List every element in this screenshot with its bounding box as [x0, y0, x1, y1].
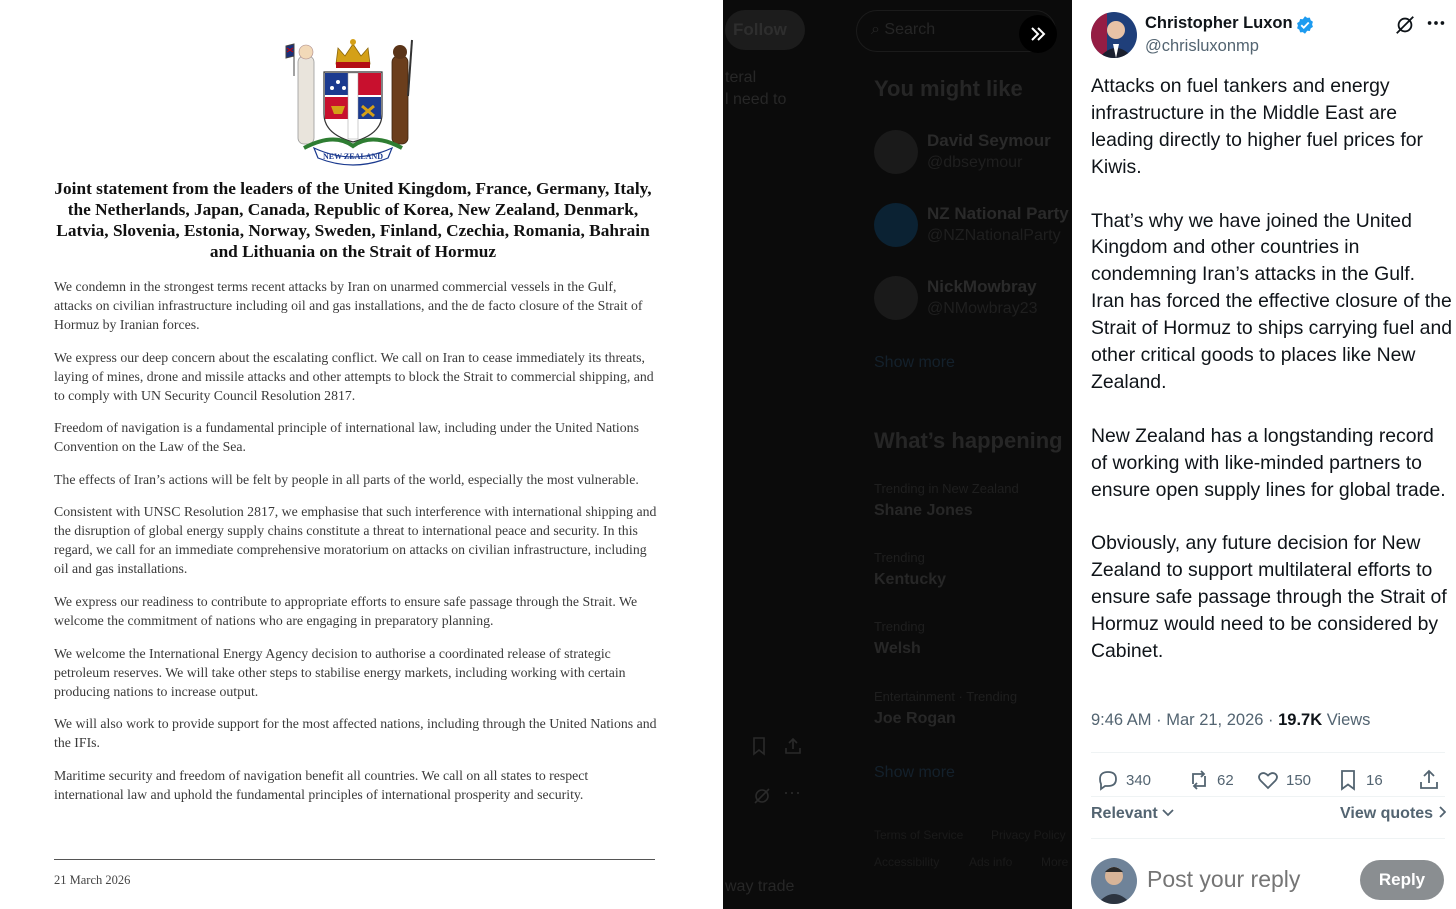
reply-action-button[interactable]: [1096, 768, 1151, 792]
chevron-down-icon: [1162, 808, 1174, 818]
footer-link: Ads info: [969, 855, 1013, 869]
collapse-modal-button[interactable]: [1019, 15, 1057, 53]
statement-paragraph: We will also work to provide support for the most affected nations, including through the United Nations and the IFIs.: [54, 716, 657, 751]
reply-count: 340: [1126, 771, 1152, 789]
statement-paragraph: Freedom of navigation is a fundamental principle of international law, including under the United Nations Convention on the Law of the Sea.: [54, 420, 639, 455]
like-action-button[interactable]: [1256, 768, 1311, 792]
background-search-input: ⌕ Search: [856, 10, 1056, 52]
tweet-paragraph: New Zealand has a longstanding record of working with like-minded partners to ensure open supply lines for global trade.: [1091, 424, 1446, 501]
statement-paragraph: We express our readiness to contribute to appropriate efforts to ensure safe passage through the Strait. We welcome the commitment of nations who are engaging in preparatory planning.: [54, 593, 638, 628]
suggestion-handle: @dbseymour: [927, 154, 1023, 171]
search-icon: ⌕: [871, 21, 885, 38]
statement-date: 21 March 2026: [54, 873, 131, 887]
trend-name: Shane Jones: [874, 502, 973, 519]
statement-title: Joint statement from the leaders of the United Kingdom, France, Germany, Italy, the Netherlands, Japan, Canada, Republic of Korea, New Zealand, Denmark, Latvia, Slovenia, Estonia, Norway, Sweden, Finland, Czechia, Romania, Bahrain and Lithuania on the Strait of Hormuz: [54, 179, 652, 261]
statement-body: [54, 277, 658, 817]
verified-badge-icon: [1295, 15, 1315, 35]
you-might-like-heading: You might like: [874, 76, 1023, 101]
background-snippet: teral: [725, 69, 757, 86]
footer-link: Terms of Service: [874, 828, 964, 842]
tweet-metadata: [1091, 711, 1370, 730]
reply-sort-label: Relevant: [1091, 805, 1158, 822]
author-name[interactable]: Christopher Luxon: [1145, 14, 1293, 32]
divider: [1091, 796, 1445, 797]
statement-document: [0, 0, 723, 909]
reply-icon: [1096, 768, 1120, 792]
tweet-panel: [1072, 0, 1456, 909]
share-icon: [783, 736, 803, 756]
tweet-paragraph: Attacks on fuel tankers and energy infrastructure in the Middle East are leading directly to higher fuel prices for Kiwis.: [1091, 75, 1423, 178]
bookmark-count: 16: [1366, 771, 1383, 789]
statement-paragraph: Consistent with UNSC Resolution 2817, we emphasise that such interference with international shipping and the disruption of global energy supply chains constitute a threat to international peace and security. In this regard, we call for an immediate comprehensive moratorium on attacks on civilian infrastructure, including oil and gas installations.: [54, 504, 657, 577]
author-photo-icon: [1091, 12, 1137, 58]
footer-link: Accessibility: [874, 855, 940, 869]
trend-context: Entertainment · Trending: [874, 689, 1018, 704]
reply-button[interactable]: Reply: [1360, 860, 1444, 900]
footer-link: More: [1041, 855, 1069, 869]
background-snippet: way trade: [725, 878, 795, 895]
dimmed-background-page: [723, 0, 1072, 909]
tweet-paragraph: Obviously, any future decision for New Zealand to support multilateral efforts to ensure safe passage through the Strait of Hormuz would need to be considered by Cabinet.: [1091, 532, 1447, 662]
svg-text:NEW ZEALAND: NEW ZEALAND: [322, 152, 384, 161]
tweet-text: [1091, 73, 1453, 692]
avatar: [874, 276, 918, 320]
statement-paragraph: We welcome the International Energy Agency decision to authorise a coordinated release of strategic petroleum reserves. We will take other steps to stabilise energy markets, including working with certain producing nations to increase output.: [54, 645, 626, 699]
tweet-paragraph: That’s why we have joined the United Kingdom and other countries in condemning Iran’s attacks in the Gulf. Iran has forced the effective closure of the Strait of Hormuz to ships carrying fuel and other critical goods to places like New Zealand.: [1091, 209, 1453, 393]
divider: [1091, 838, 1445, 839]
reply-sort-dropdown[interactable]: [1091, 805, 1174, 823]
suggestion-name: NickMowbray: [927, 277, 1037, 296]
like-count: 150: [1286, 771, 1312, 789]
divider: [1091, 752, 1445, 753]
statement-paragraph: Maritime security and freedom of navigation benefit all countries. We call on all states to respect international law and uphold the fundamental principles of international prosperity and security.: [54, 767, 589, 802]
bookmark-icon: [1336, 768, 1360, 792]
user-photo-icon: [1091, 858, 1137, 904]
footer-link: Privacy Policy: [991, 828, 1066, 842]
trend-context: Trending in New Zealand: [874, 481, 1019, 496]
trend-name: Kentucky: [874, 571, 947, 588]
show-more-link: Show more: [874, 764, 955, 781]
suggestion-name: NZ National Party: [927, 204, 1069, 223]
avatar: [1091, 858, 1137, 904]
grok-icon[interactable]: [1394, 14, 1416, 36]
avatar: [874, 203, 918, 247]
statement-paragraph: We express our deep concern about the escalating conflict. We call on Iran to cease immediately its threats, laying of mines, drone and missile attacks and other attempts to block the Strait to commercial shipping, and to comply with UN Security Council Resolution 2817.: [54, 349, 654, 403]
trend-name: Joe Rogan: [874, 710, 956, 727]
avatar[interactable]: [1091, 12, 1137, 58]
trend-context: Trending: [874, 619, 925, 634]
background-follow-button: Follow: [725, 10, 805, 50]
tweet-timestamp[interactable]: 9:46 AM · Mar 21, 2026 ·: [1091, 711, 1279, 729]
trend-context: Trending: [874, 550, 925, 565]
more-options-icon[interactable]: [1425, 12, 1447, 34]
suggestion-handle: @NMowbray23: [927, 300, 1038, 317]
statement-paragraph: We condemn in the strongest terms recent attacks by Iran on unarmed commercial vessels in the Gulf, attacks on civilian infrastructure including oil and gas installations, and the de facto closure of the Strait of Hormuz by Iranian forces.: [54, 279, 643, 332]
trend-name: Welsh: [874, 640, 921, 657]
nz-coat-of-arms-icon: [284, 36, 422, 166]
heart-icon: [1256, 768, 1280, 792]
grok-icon: [752, 786, 772, 806]
reply-input[interactable]: [1147, 866, 1347, 893]
author-handle[interactable]: @chrisluxonmp: [1145, 37, 1259, 55]
share-action-button[interactable]: [1417, 768, 1447, 792]
suggestion-handle: @NZNationalParty: [927, 227, 1061, 244]
suggestion-name: David Seymour: [927, 131, 1051, 150]
statement-paragraph: The effects of Iran’s actions will be felt by people in all parts of the world, especially the most vulnerable.: [54, 471, 639, 487]
show-more-link: Show more: [874, 354, 955, 371]
repost-count: 62: [1217, 771, 1234, 789]
view-quotes-label: View quotes: [1340, 805, 1434, 822]
share-icon: [1417, 768, 1441, 792]
views-count: 19.7K: [1278, 711, 1323, 729]
repost-icon: [1187, 768, 1211, 792]
statement-divider: [54, 859, 655, 860]
bookmark-action-button[interactable]: [1336, 768, 1383, 792]
double-chevron-right-icon: [1028, 24, 1048, 44]
more-icon: ···: [783, 782, 801, 802]
background-snippet: l need to: [725, 91, 787, 108]
bookmark-icon: [749, 736, 769, 756]
avatar: [874, 130, 918, 174]
view-quotes-link[interactable]: [1340, 805, 1446, 823]
views-label: Views: [1322, 711, 1371, 729]
chevron-right-icon: [1438, 806, 1446, 818]
whats-happening-heading: What’s happening: [874, 428, 1063, 453]
repost-action-button[interactable]: [1187, 768, 1234, 792]
